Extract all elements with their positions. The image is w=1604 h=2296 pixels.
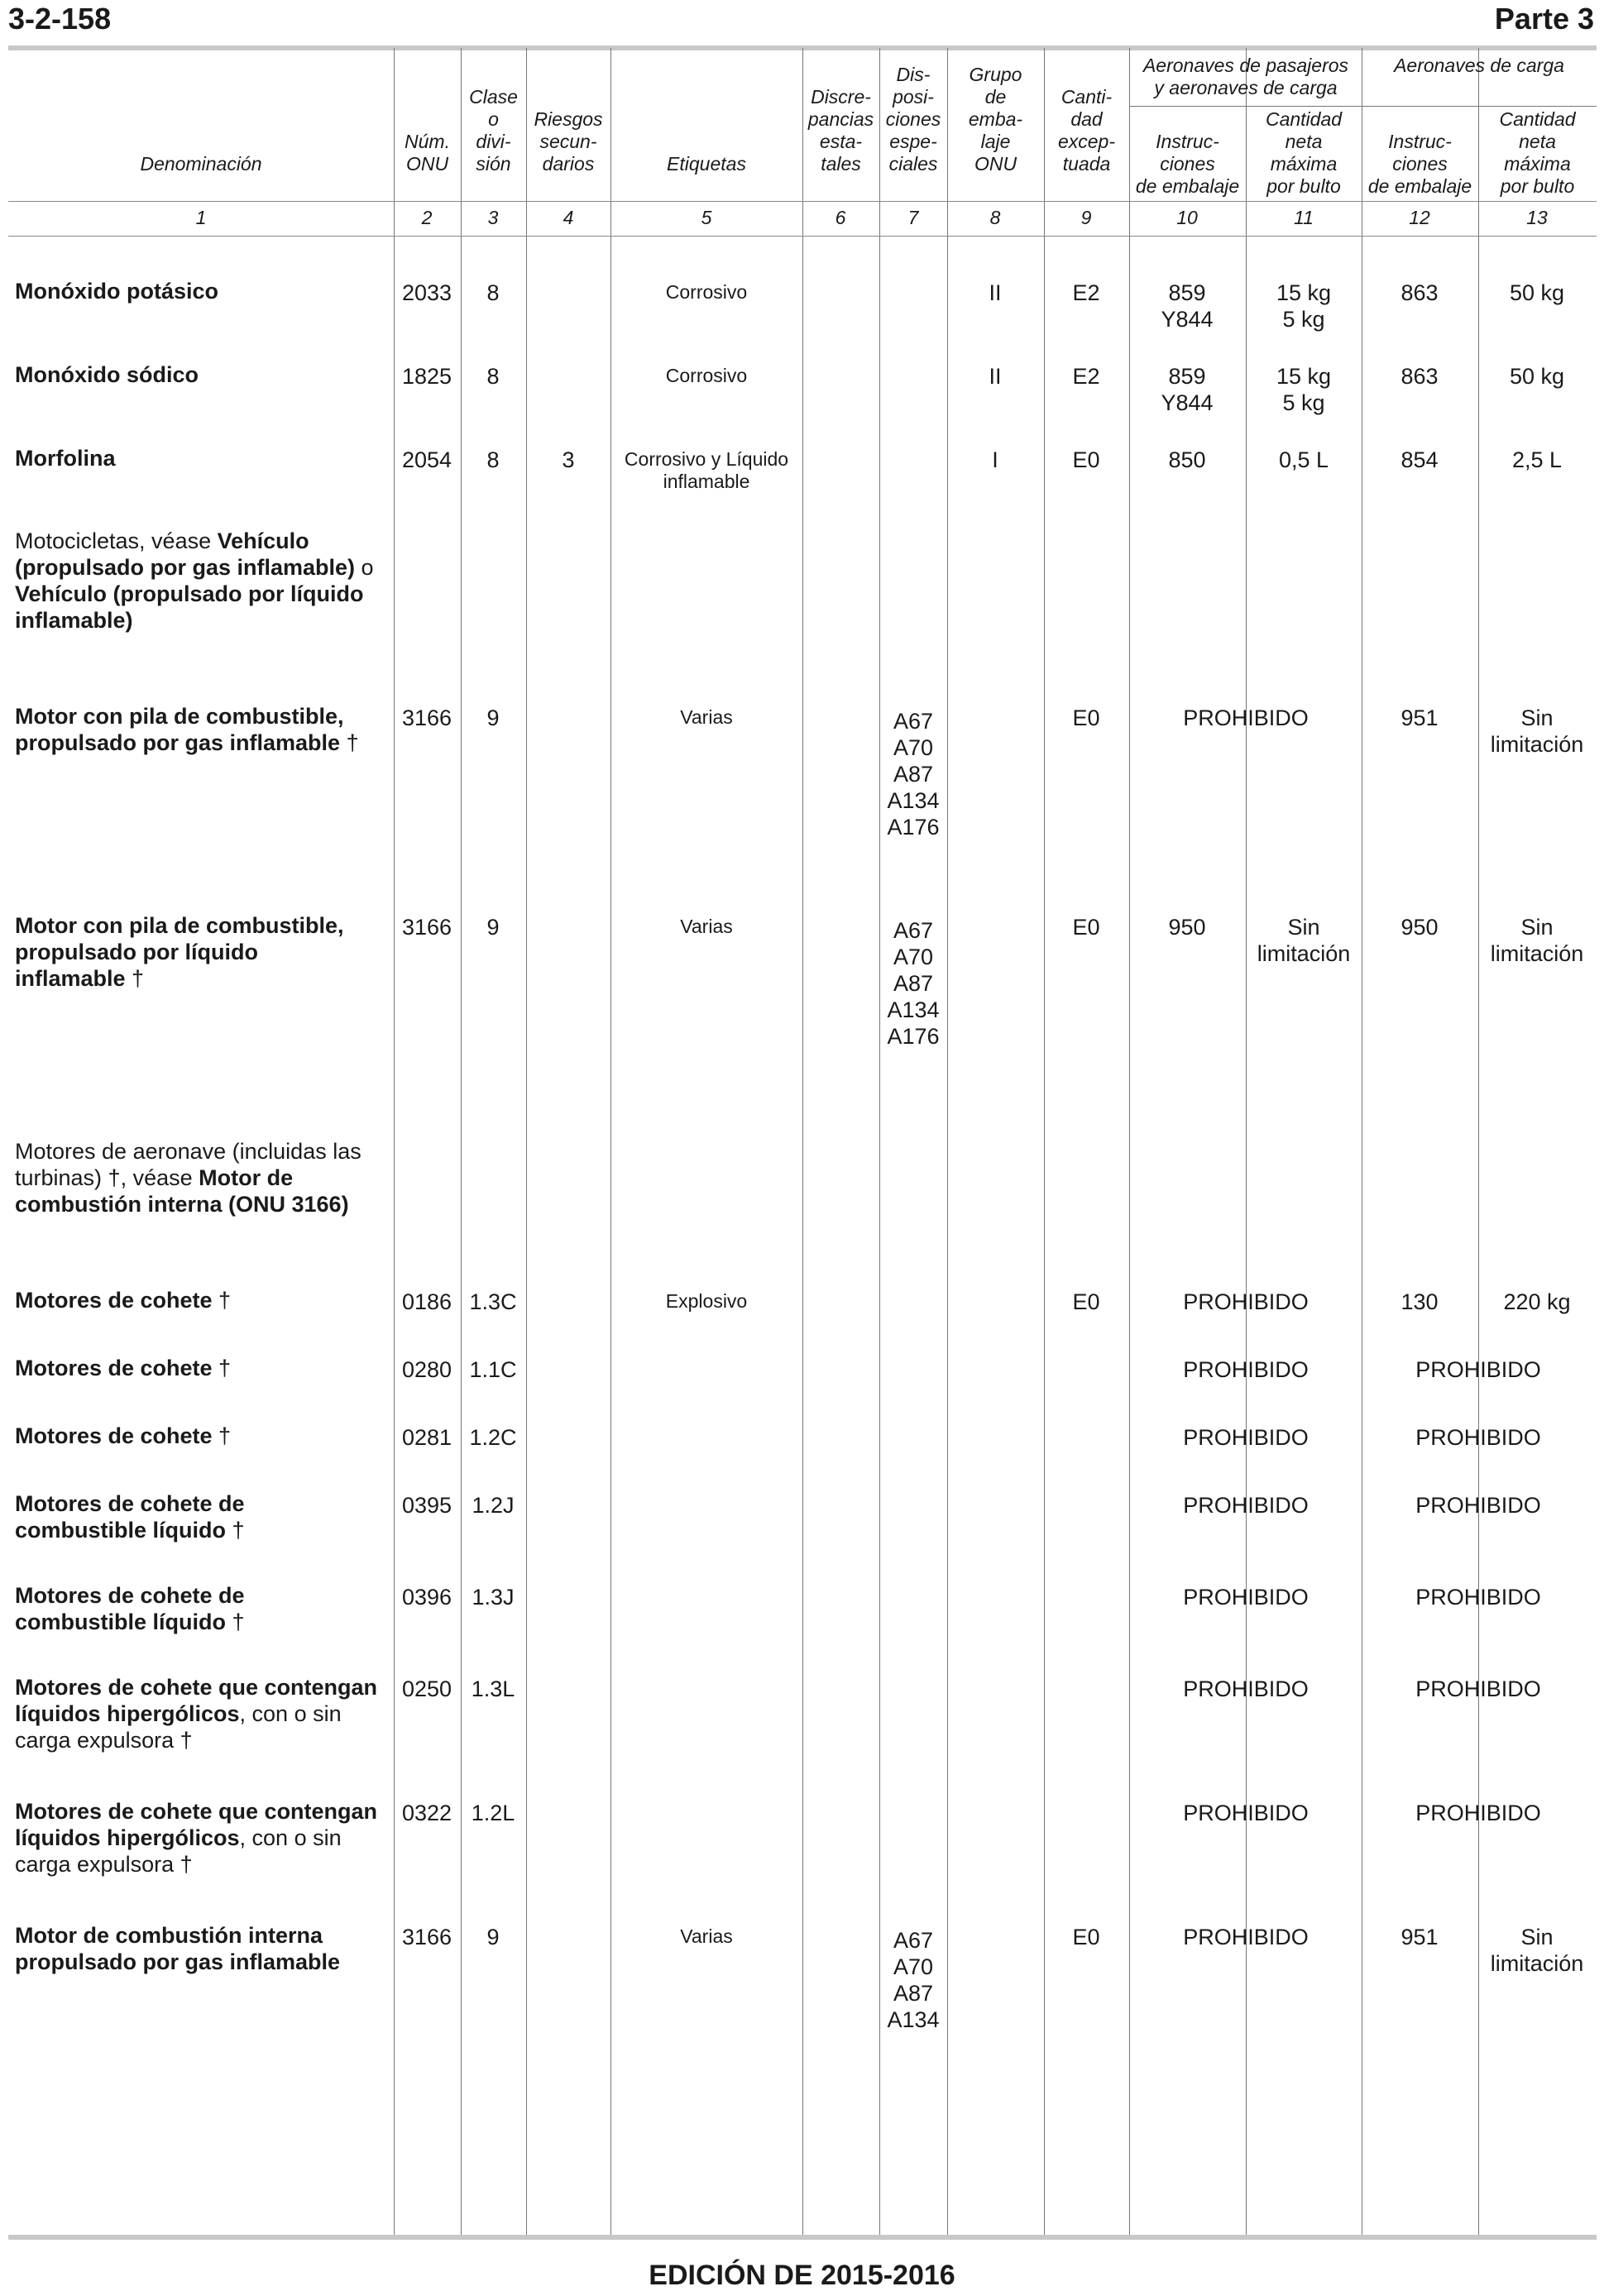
col-header-cantidad-carga: Cantidad neta máxima por bulto [1499, 108, 1576, 197]
instrucciones-carga-cell: 854 [1401, 447, 1439, 472]
grupo-embalaje-cell: II [989, 364, 1002, 389]
edition-footer: EDICIÓN DE 2015-2016 [649, 2260, 955, 2291]
denominacion-text: Motores de cohete que contengan líquidos hipergólicos [15, 1799, 378, 1850]
instrucciones-carga-cell: 130 [1401, 1289, 1439, 1314]
denominacion-cell [15, 278, 391, 304]
cantidad-carga-cell: 220 kg [1503, 1289, 1571, 1314]
column-number: 1 [195, 207, 207, 228]
clase-cell: 9 [486, 915, 500, 940]
denominacion-text: † [226, 1610, 245, 1634]
denominacion-text: , con o sin carga expulsora † [15, 1825, 342, 1877]
denominacion-text: Motores de cohete que contengan líquidos hipergólicos [15, 1675, 378, 1726]
group-header-pasajeros: Aeronaves de pasajeros y aeronaves de carga [1142, 55, 1349, 98]
prohibido-pax-cell: PROHIBIDO [1183, 1425, 1309, 1450]
denominacion-text: Motor con pila de combustible, propulsado por gas inflamable [15, 704, 344, 755]
column-number: 12 [1409, 207, 1430, 228]
cantidad-carga-cell: Sin limitación [1490, 915, 1584, 966]
grupo-embalaje-cell: II [989, 280, 1002, 305]
column-number: 6 [835, 207, 846, 228]
prohibido-carga-cell: PROHIBIDO [1415, 1425, 1541, 1450]
column-number: 5 [701, 207, 712, 228]
column-number: 3 [487, 207, 499, 228]
denominacion-text: Motores de cohete de combustible líquido [15, 1583, 245, 1634]
column-number: 4 [563, 207, 574, 228]
bottom-rule [8, 2235, 1597, 2240]
denominacion-text: † [212, 1423, 232, 1448]
prohibido-pax-cell: PROHIBIDO [1183, 1801, 1309, 1825]
prohibido-pax-cell: PROHIBIDO [1183, 1357, 1309, 1382]
instrucciones-carga-cell: 863 [1401, 364, 1439, 389]
denominacion-cell [15, 1922, 391, 1975]
cantidad-exceptuada-cell: E0 [1072, 706, 1100, 730]
part-label: Parte 3 [1494, 2, 1594, 36]
denominacion-text: † [125, 966, 145, 991]
denominacion-cell [15, 361, 391, 388]
denominacion-text: † [340, 730, 359, 755]
cantidad-exceptuada-cell: E0 [1072, 447, 1100, 472]
col-header-disposiciones: Dis- posi- ciones espe- ciales [885, 64, 941, 175]
cantidad-carga-cell: 2,5 L [1511, 447, 1563, 472]
clase-cell: 1.3C [469, 1289, 517, 1314]
onu-number-cell: 0186 [401, 1289, 452, 1314]
denominacion-text: Motores de aeronave (incluidas las turbinas) †, véase [15, 1139, 361, 1190]
instrucciones-pax-cell: 950 [1168, 915, 1206, 940]
instrucciones-pax-cell: 859 Y844 [1161, 364, 1214, 415]
instrucciones-carga-cell: 951 [1401, 1925, 1439, 1949]
denominacion-cell [15, 912, 391, 992]
denominacion-cell [15, 703, 391, 756]
col-header-num-onu: Núm. ONU [405, 131, 450, 175]
denominacion-text: Motores de cohete [15, 1288, 213, 1313]
group-rule [1129, 106, 1362, 107]
denominacion-text: Monóxido potásico [15, 279, 218, 304]
etiquetas-cell: Corrosivo [665, 281, 748, 303]
denominacion-text: Motores de cohete de combustible líquido [15, 1491, 245, 1543]
etiquetas-cell: Corrosivo y Líquido inflamable [624, 448, 789, 492]
prohibido-pax-cell: PROHIBIDO [1183, 1289, 1309, 1314]
onu-number-cell: 2054 [401, 447, 452, 472]
denominacion-text: Morfolina [15, 446, 116, 471]
prohibido-pax-cell: PROHIBIDO [1183, 706, 1309, 730]
cantidad-exceptuada-cell: E0 [1072, 1289, 1100, 1314]
group-header-carga: Aeronaves de carga [1394, 55, 1564, 76]
col-header-instrucciones-carga: Instruc- ciones de embalaje [1367, 131, 1472, 197]
prohibido-carga-cell: PROHIBIDO [1415, 1493, 1541, 1518]
cantidad-pax-cell: 15 kg 5 kg [1276, 364, 1332, 415]
denominacion-text: Motores de cohete [15, 1423, 213, 1448]
onu-number-cell: 0250 [401, 1677, 452, 1701]
onu-number-cell: 1825 [401, 364, 452, 389]
clase-cell: 1.2C [469, 1425, 517, 1450]
onu-number-cell: 0322 [401, 1801, 452, 1825]
col-header-riesgos: Riesgos secun- darios [534, 108, 603, 175]
onu-number-cell: 3166 [401, 706, 452, 730]
clase-cell: 9 [486, 1925, 500, 1949]
cantidad-carga-cell: Sin limitación [1490, 1925, 1584, 1976]
cantidad-exceptuada-cell: E2 [1072, 280, 1100, 305]
denominacion-text: Motocicletas, véase [15, 529, 218, 553]
column-number: 10 [1176, 207, 1198, 228]
denominacion-cell [15, 1490, 391, 1543]
denominacion-text: Motor de combustión interna propulsado por gas inflamable [15, 1923, 341, 1974]
header-rule [8, 201, 1597, 202]
disposiciones-cell: A67 A70 A87 A134 A176 [887, 709, 940, 839]
etiquetas-cell: Varias [680, 706, 733, 728]
denominacion-cell [15, 445, 391, 471]
denominacion-text: Motor de combustión interna (ONU 3166) [15, 1165, 349, 1217]
cantidad-exceptuada-cell: E0 [1072, 915, 1100, 940]
denominacion-text: o [361, 555, 374, 580]
denominacion-text: † [226, 1518, 245, 1543]
col-header-cantidad-pax: Cantidad neta máxima por bulto [1265, 108, 1343, 197]
onu-number-cell: 0395 [401, 1493, 452, 1518]
group-rule [1362, 106, 1597, 107]
clase-cell: 1.1C [469, 1357, 517, 1382]
onu-number-cell: 0280 [401, 1357, 452, 1382]
onu-number-cell: 3166 [401, 1925, 452, 1949]
denominacion-cell [15, 1138, 391, 1217]
etiquetas-cell: Varias [680, 1925, 733, 1947]
col-header-discrepancias: Discre- pancias esta- tales [807, 86, 874, 175]
onu-number-cell: 0281 [401, 1425, 452, 1450]
prohibido-pax-cell: PROHIBIDO [1183, 1925, 1309, 1949]
col-header-denominacion: Denominación [140, 153, 262, 175]
cantidad-pax-cell: 0,5 L [1278, 447, 1329, 472]
riesgos-cell: 3 [562, 447, 575, 472]
clase-cell: 1.3L [471, 1677, 515, 1701]
denominacion-cell [15, 528, 391, 634]
onu-number-cell: 3166 [401, 915, 452, 940]
instrucciones-carga-cell: 950 [1401, 915, 1439, 940]
clase-cell: 1.2L [471, 1801, 515, 1825]
denominacion-cell [15, 1582, 391, 1635]
denominacion-text: † [212, 1288, 232, 1313]
denominacion-cell [15, 1287, 391, 1313]
column-number: 8 [989, 207, 1001, 228]
col-header-clase: Clase o divi- sión [469, 86, 518, 175]
denominacion-text: † [212, 1356, 232, 1380]
denominacion-cell [15, 1423, 391, 1449]
etiquetas-cell: Explosivo [665, 1290, 748, 1312]
prohibido-carga-cell: PROHIBIDO [1415, 1357, 1541, 1382]
prohibido-carga-cell: PROHIBIDO [1415, 1677, 1541, 1701]
col-header-cantidad-exceptuada: Canti- dad excep- tuada [1057, 86, 1116, 175]
disposiciones-cell: A67 A70 A87 A134 [887, 1928, 940, 2032]
clase-cell: 8 [486, 364, 500, 389]
clase-cell: 1.2J [472, 1493, 515, 1518]
denominacion-text: Motor con pila de combustible, propulsado por líquido inflamable [15, 913, 344, 991]
cantidad-exceptuada-cell: E0 [1072, 1925, 1100, 1949]
instrucciones-carga-cell: 863 [1401, 280, 1439, 305]
prohibido-pax-cell: PROHIBIDO [1183, 1585, 1309, 1610]
col-header-instrucciones-pax: Instruc- ciones de embalaje [1135, 131, 1240, 197]
column-number-rule [8, 236, 1597, 237]
clase-cell: 9 [486, 706, 500, 730]
column-divider [526, 48, 527, 2236]
denominacion-text: , con o sin carga expulsora † [15, 1701, 342, 1753]
instrucciones-pax-cell: 850 [1168, 447, 1206, 472]
page-reference: 3-2-158 [8, 2, 112, 36]
cantidad-pax-cell: Sin limitación [1257, 915, 1351, 966]
instrucciones-carga-cell: 951 [1401, 706, 1439, 730]
denominacion-cell [15, 1355, 391, 1381]
column-number: 7 [907, 207, 919, 228]
column-divider [802, 48, 803, 2236]
prohibido-carga-cell: PROHIBIDO [1415, 1585, 1541, 1610]
denominacion-text: Motores de cohete [15, 1356, 213, 1380]
prohibido-carga-cell: PROHIBIDO [1415, 1801, 1541, 1825]
denominacion-text: Vehículo (propulsado por líquido inflamable) [15, 581, 364, 633]
column-number: 9 [1080, 207, 1092, 228]
etiquetas-cell: Varias [680, 916, 733, 937]
etiquetas-cell: Corrosivo [665, 365, 748, 386]
cantidad-carga-cell: Sin limitación [1490, 706, 1584, 757]
clase-cell: 8 [486, 280, 500, 305]
column-number: 11 [1294, 207, 1314, 228]
col-header-etiquetas: Etiquetas [667, 153, 746, 175]
cantidad-carga-cell: 50 kg [1509, 364, 1565, 389]
onu-number-cell: 2033 [401, 280, 452, 305]
column-number: 2 [421, 207, 433, 228]
instrucciones-pax-cell: 859 Y844 [1161, 280, 1214, 332]
cantidad-carga-cell: 50 kg [1509, 280, 1565, 305]
denominacion-text: Monóxido sódico [15, 362, 199, 387]
prohibido-pax-cell: PROHIBIDO [1183, 1493, 1309, 1518]
denominacion-cell [15, 1674, 391, 1753]
denominacion-cell [15, 1798, 391, 1877]
column-divider [879, 48, 880, 2236]
disposiciones-cell: A67 A70 A87 A134 A176 [887, 918, 940, 1049]
grupo-embalaje-cell: I [992, 447, 998, 472]
clase-cell: 1.3J [472, 1585, 515, 1610]
cantidad-exceptuada-cell: E2 [1072, 364, 1100, 389]
onu-number-cell: 0396 [401, 1585, 452, 1610]
prohibido-pax-cell: PROHIBIDO [1183, 1677, 1309, 1701]
col-header-grupo-embalaje: Grupo de emba- laje ONU [968, 64, 1023, 175]
cantidad-pax-cell: 15 kg 5 kg [1276, 280, 1332, 332]
denominacion-text: Vehículo (propulsado por gas inflamable) [15, 529, 356, 580]
column-number: 13 [1526, 207, 1548, 228]
clase-cell: 8 [486, 447, 500, 472]
